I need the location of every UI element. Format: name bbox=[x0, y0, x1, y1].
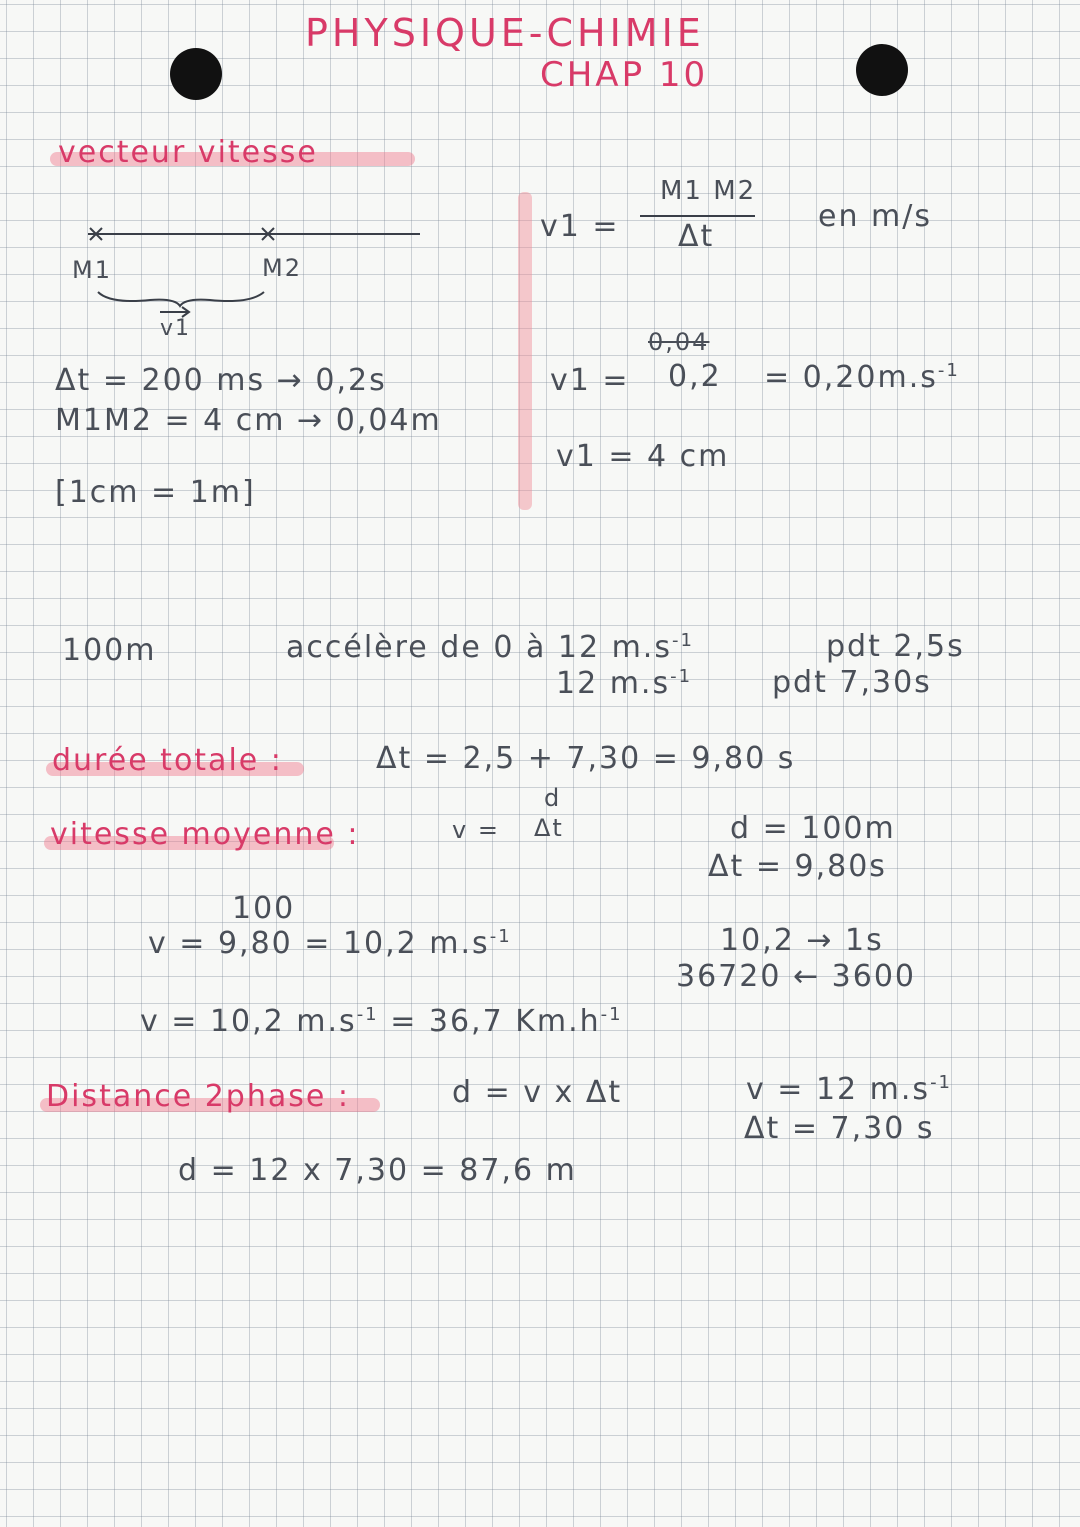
brace bbox=[98, 292, 264, 306]
const-speed-line: 12 $m.s^{-1}$ bbox=[556, 666, 693, 701]
avg-formula-lhs: v = bbox=[452, 816, 500, 844]
formula-lhs: v1 = bbox=[540, 209, 620, 244]
distance-line: M1M2 = 4 cm → 0,04m bbox=[55, 403, 442, 438]
formula-numerator: M1 M2 bbox=[660, 176, 757, 206]
phase-calc: d = 12 x 7,30 = 87,6 m bbox=[178, 1153, 577, 1188]
calc-numerator: 0,04 bbox=[648, 328, 710, 356]
formula-denominator: Δt bbox=[678, 219, 715, 254]
vector-label: v1 bbox=[160, 316, 192, 341]
calc-result: = $0,20m.s^{-1}$ bbox=[764, 360, 960, 395]
total-calc: Δt = 2,5 + 7,30 = 9,80 s bbox=[376, 741, 796, 776]
phase-duration: Δt = 7,30 s bbox=[744, 1111, 935, 1146]
dt-line: Δt = 200 ms → 0,2s bbox=[55, 363, 387, 398]
avg-formula-den: Δt bbox=[534, 814, 564, 842]
given-distance: d = 100m bbox=[730, 811, 896, 846]
page-title: PHYSIQUE-CHIMIE bbox=[305, 11, 705, 55]
chapter-label: CHAP 10 bbox=[540, 55, 709, 95]
accel-duration: pdt 2,5s bbox=[826, 629, 965, 664]
calc-lhs: v1 = bbox=[550, 363, 630, 398]
conversion-2: 36720 ← 3600 bbox=[676, 959, 916, 994]
phase-formula: d = v x Δt bbox=[452, 1075, 623, 1110]
formula-unit: en m/s bbox=[818, 199, 932, 234]
section-heading-vector: vecteur vitesse bbox=[58, 135, 318, 170]
accel-line: accélère de 0 à 12 $m.s^{-1}$ bbox=[286, 630, 694, 665]
given-duration: Δt = 9,80s bbox=[708, 849, 887, 884]
calc-num-100: 100 bbox=[232, 891, 296, 926]
scale-note: [1cm = 1m] bbox=[55, 475, 256, 510]
kmh-line: v = 10,2 $m.s^{-1} = 36,7$ $Km.h^{-1}$ bbox=[140, 1004, 623, 1039]
divider-highlight bbox=[518, 192, 532, 510]
velocity-length: v1 = 4 cm bbox=[556, 439, 730, 474]
phase-label: Distance 2phase : bbox=[46, 1079, 350, 1114]
point-m2: M2 bbox=[262, 254, 302, 282]
total-label: durée totale : bbox=[52, 743, 283, 778]
avg-formula-num: d bbox=[544, 784, 562, 812]
calc-denominator: 0,2 bbox=[668, 359, 722, 394]
conversion-1: 10,2 → 1s bbox=[720, 923, 884, 958]
calc-average: v = 9,80 = 10,2 $m.s^{-1}$ bbox=[148, 926, 512, 961]
race-distance: 100m bbox=[62, 633, 157, 668]
const-duration: pdt 7,30s bbox=[772, 665, 932, 700]
average-label: vitesse moyenne : bbox=[50, 817, 360, 852]
point-m1: M1 bbox=[72, 256, 112, 284]
phase-speed: v = 12 $m.s^{-1}$ bbox=[746, 1072, 953, 1107]
